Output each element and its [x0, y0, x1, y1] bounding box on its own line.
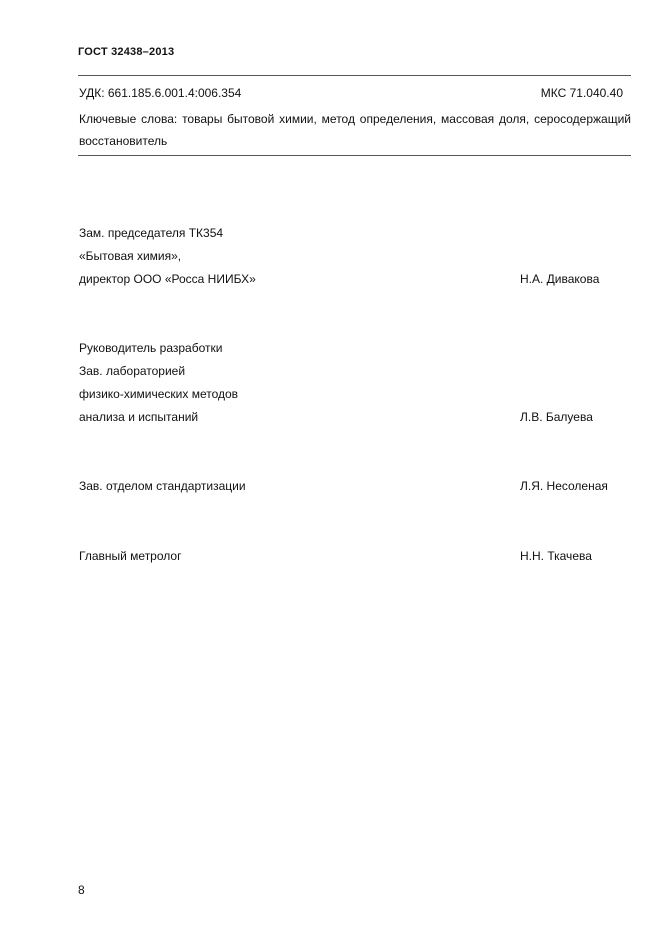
page-number: 8: [78, 883, 85, 897]
signatory-position-line: «Бытовая химия»,: [79, 249, 182, 263]
signatory-block: [79, 222, 631, 291]
signatory-block: [79, 545, 631, 568]
keywords: Ключевые слова: товары бытовой химии, метод определения, массовая доля, серосодержащий восстановитель: [79, 112, 631, 148]
udk-code: УДК: 661.185.6.001.4:006.354: [79, 86, 242, 100]
signatory-name: Л.Я. Несоленая: [520, 479, 608, 493]
signatory-position-line: Зав. лабораторией: [79, 364, 186, 378]
signatory-block: [79, 475, 631, 498]
signatory-name: Л.В. Балуева: [520, 410, 593, 424]
top-divider: [78, 75, 631, 76]
signatory-position-line: директор ООО «Росса НИИБХ»: [79, 272, 256, 286]
signatory-position-line: Главный метролог: [79, 549, 182, 563]
signatory-position-line: Зам. председателя ТК354: [79, 226, 224, 240]
signatory-position-line: Зав. отделом стандартизации: [79, 479, 246, 493]
signatory-position-line: физико-химических методов: [79, 387, 239, 401]
bottom-divider: [78, 155, 631, 156]
signatory-block: [79, 337, 631, 429]
signatory-position-line: Руководитель разработки: [79, 341, 223, 355]
signatory-name: Н.А. Дивакова: [520, 272, 600, 286]
signatory-position-line: анализа и испытаний: [79, 410, 199, 424]
standard-number: ГОСТ 32438–2013: [78, 46, 175, 58]
mks-code: МКС 71.040.40: [540, 86, 623, 100]
signatory-name: Н.Н. Ткачева: [520, 549, 592, 563]
